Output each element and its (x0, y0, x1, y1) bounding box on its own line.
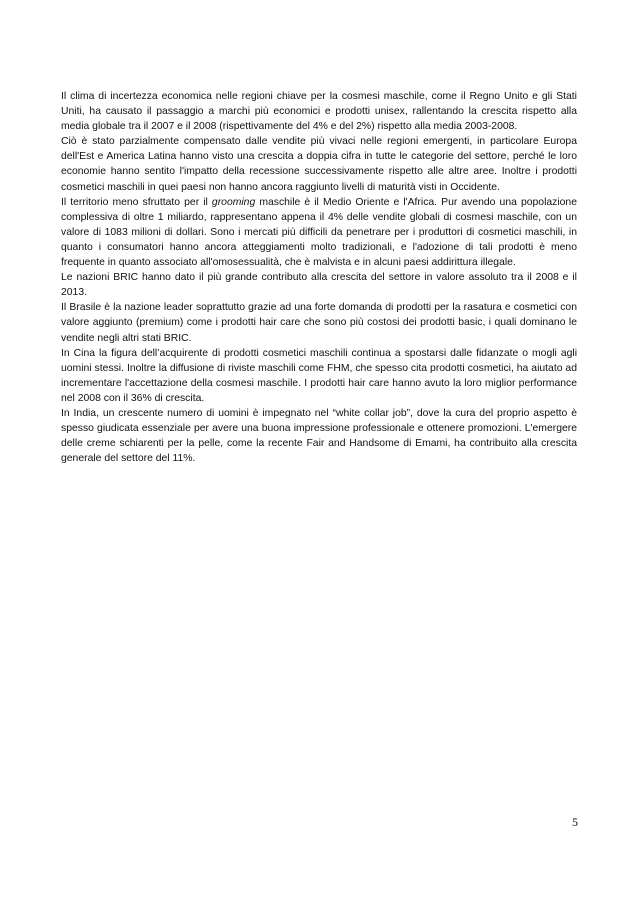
body-text (61, 89, 577, 466)
paragraph-india: In India, un crescente numero di uomini è impegnato nel “white collar job”, dove la cura del proprio aspetto è spesso giudicata essenziale per avere una buona impressione professionale e ottenere promozioni. L'emergere delle creme schiarenti per la pelle, come la recente Fair and Handsome di Emami, ha contribuito alla crescita generale del settore del 11%. (61, 407, 577, 465)
paragraph-china: In Cina la figura dell’acquirente di prodotti cosmetici maschili continua a spostarsi dalle fidanzate o mogli agli uomini stessi. Inoltre la diffusione di riviste maschili come FHM, che spesso cita prodotti cosmetici, ha aiutato ad incrementare l'accettazione della cosmesi maschile. I prodotti hair care hanno avuto la loro miglior performance nel 2008 con il 36% di crescita. (61, 347, 577, 404)
paragraph-text: maschile è il Medio Oriente e l'Africa. Pur avendo una popolazione complessiva di oltre 1 miliardo, rappresentano appena il 4% delle vendite globali di cosmesi maschile, con un valore di 1083 milioni di dollari. Sono i mercati più difficili da penetrare per i produttori di cosmetici maschili, in quanto i consumatori hanno ancora atteggiamenti molto tradizionali, e l'adozione di tali prodotti è meno frequente in quanto associato all'omosessualità, che è malvista e in alcuni paesi addirittura illegale. (61, 196, 577, 269)
page-number: 5 (572, 815, 578, 829)
paragraph-middle-east-africa (61, 195, 577, 270)
paragraph-text: Il territorio meno sfruttato per il (61, 196, 212, 208)
paragraph-bric: Le nazioni BRIC hanno dato il più grande contributo alla crescita del settore in valore assoluto tra il 2008 e il 2013. (61, 272, 577, 299)
paragraph-brazil: Il Brasile è la nazione leader soprattutto grazie ad una forte domanda di prodotti per la rasatura e cosmetici con valore aggiunto (premium) come i prodotti hair care che sono più costosi dei prodotti basic, i quali dominano le vendite negli altri stati BRIC. (61, 302, 577, 344)
emphasis-text: grooming (211, 196, 256, 208)
paragraph-uk-us: Il clima di incertezza economica nelle regioni chiave per la cosmesi maschile, come il Regno Unito e gli Stati Uniti, ha causato il passaggio a marchi più economici e prodotti unisex, rallentando la crescita rispetto alla media globale tra il 2007 e il 2008 (rispettivamente del 4% e del 2%) rispetto alla media 2003-2008. (61, 91, 577, 133)
paragraph-emerging-regions: Ciò è stato parzialmente compensato dalle vendite più vivaci nelle regioni emergenti, in particolare Europa dell'Est e America Latina hanno visto una crescita a doppia cifra in tutte le categorie del settore, perché le loro economie hanno sentito l'impatto della recessione successivamente rispetto alle altre aree. Inoltre i prodotti cosmetici maschili in quei paesi non hanno ancora raggiunto livelli di maturità visti in Occidente. (61, 136, 577, 193)
